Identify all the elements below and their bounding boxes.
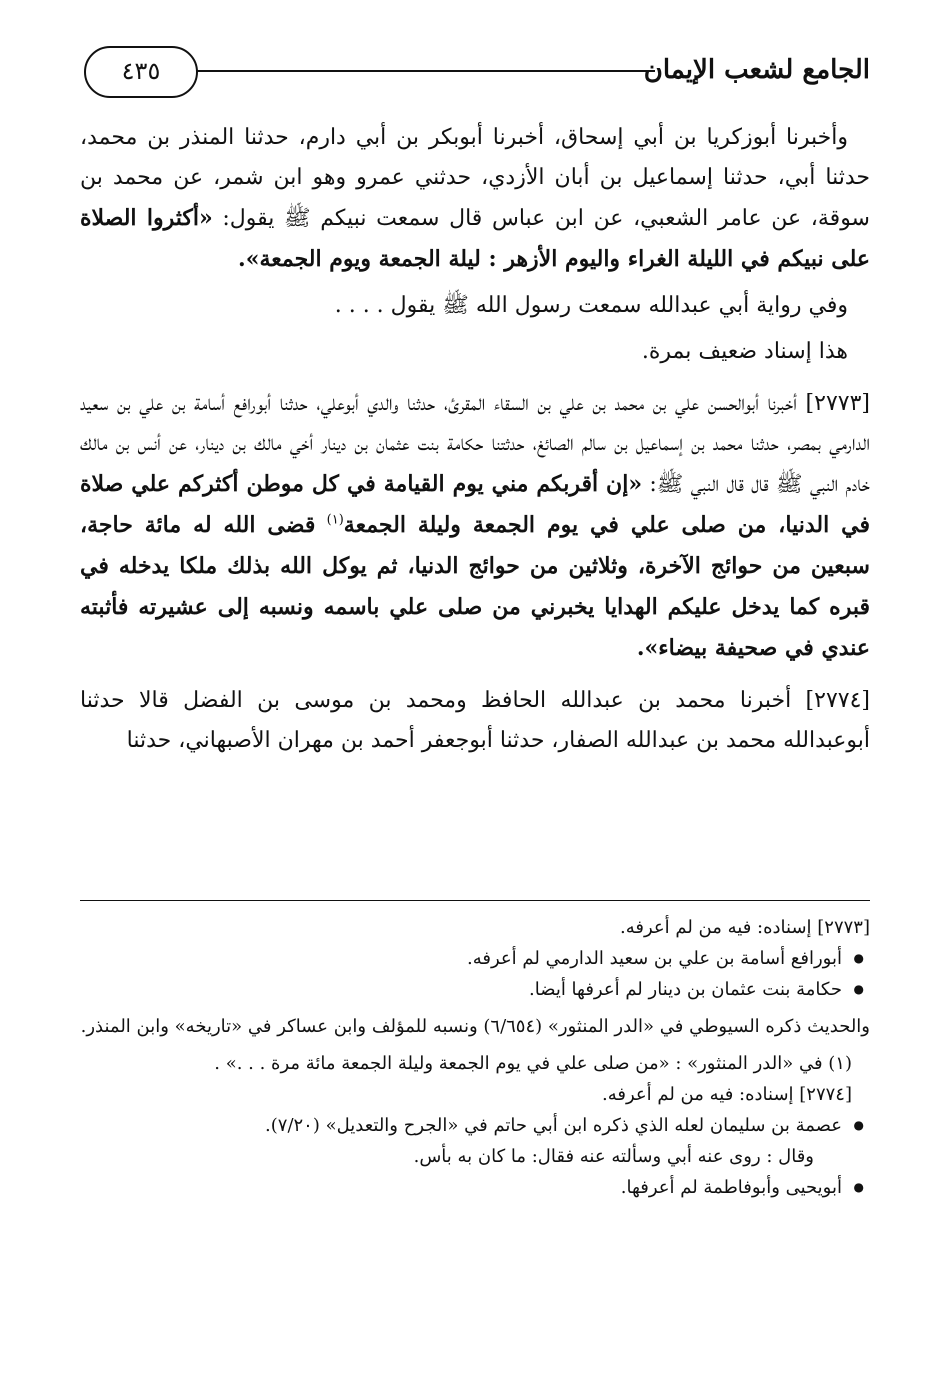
footnote-2773-item-1: ● أبورافع أسامة بن علي بن سعيد الدارمي لم أعرفه. [80, 943, 870, 974]
paragraph-2: وفي رواية أبي عبدالله سمعت رسول الله ﷺ يقول . . . . [334, 293, 848, 318]
footnote-2774-item-1-cont: وقال : روى عنه أبي وسألته عنه فقال: ما كان به بأس. [413, 1146, 814, 1167]
footnote-1: (١) في «الدر المنثور» : «من صلى علي في يوم الجمعة وليلة الجمعة مائة مرة . . .» . [214, 1053, 852, 1074]
hadith-2774: [٢٧٧٤] أخبرنا محمد بن عبدالله الحافظ ومحمد بن موسى بن الفضل قالا حدثنا أبوعبدالله محمد بن عبدالله الصفار، حدثنا أبوجعفر أحمد بن مهران الأصبهاني، حدثنا [80, 688, 870, 753]
footnote-2773-note: والحديث ذكره السيوطي في «الدر المنثور» (٦/٦٥٤) ونسبه للمؤلف وابن عساكر في «تاريخه» وابن المنذر. [80, 1016, 870, 1037]
paragraph-3: هذا إسناد ضعيف بمرة. [641, 339, 848, 364]
paragraph-1 [80, 118, 870, 280]
footnote-2774-item-1: ● عصمة بن سليمان لعله الذي ذكره ابن أبي حاتم في «الجرح والتعديل» (٧/٢٠). [80, 1110, 870, 1141]
hadith-2773-matn: «إن أقربكم مني يوم القيامة في كل موطن أكثركم علي صلاة في الدنيا، من صلى علي في يوم الجمعة وليلة الجمعة [80, 471, 871, 538]
footnote-ref-1: (١) [326, 512, 344, 528]
footnote-2773-heading: [٢٧٧٣] إسناده: فيه من لم أعرفه. [620, 917, 870, 938]
footnote-2773-item-2: ● حكامة بنت عثمان بن دينار لم أعرفها أيضا. [80, 974, 870, 1005]
hadith-2773 [80, 384, 870, 669]
footnote-2774-heading: [٢٧٧٤] إسناده: فيه من لم أعرفه. [602, 1084, 852, 1105]
page-header [80, 40, 870, 100]
footnote-2774-item-2: ● أبويحيى وأبوفاطمة لم أعرفها. [80, 1172, 870, 1203]
running-title: الجامع لشعب الإيمان [643, 55, 870, 85]
footnote-separator [80, 900, 870, 901]
paragraph-1-isnad: وأخبرنا أبوزكريا بن أبي إسحاق، أخبرنا أبوبكر بن أبي دارم، حدثنا المنذر بن محمد، حدثنا أبي، حدثنا إسماعيل بن أبان الأزدي، حدثني عمرو وهو ابن شمر، عن محمد بن سوقة، عن عامر الشعبي، عن ابن عباس قال سمعت نبيكم ﷺ يقول: [80, 125, 870, 231]
header-rule [196, 70, 655, 72]
hadith-2773-isnad: [٢٧٧٣] أخبرنا أبوالحسن علي بن محمد بن علي بن السقاء المقرئ، حدثنا والدي أبوعلي، حدثنا أبورافع أسامة بن علي بن سعيد الدارمي بمصر، حدثنا محمد بن إسماعيل بن سالم الصائغ، حدثتنا حكامة بنت عثمان بن دينار أخي مالك بن دينار، عن أنس بن مالك خادم النبي ﷺ قال قال النبي ﷺ: [80, 391, 871, 497]
hadith-2773-matn-cont: قضى الله له مائة حاجة، سبعين من حوائج الآخرة، وثلاثين من حوائج الدنيا، ثم يوكل الله بذلك ملكا يدخله في قبره كما يدخل عليكم الهدايا يخبرني من صلى علي باسمه ونسبه إلى عشيرته فأثبته عندي في صحيفة بيضاء». [80, 512, 870, 661]
page-number: ٤٣٥ [84, 46, 198, 98]
footnotes [80, 912, 870, 1203]
paragraph-1-hadith: «أكثروا الصلاة على نبيكم في الليلة الغراء واليوم الأزهر : ليلة الجمعة ويوم الجمعة». [80, 205, 870, 272]
main-text [80, 118, 870, 761]
